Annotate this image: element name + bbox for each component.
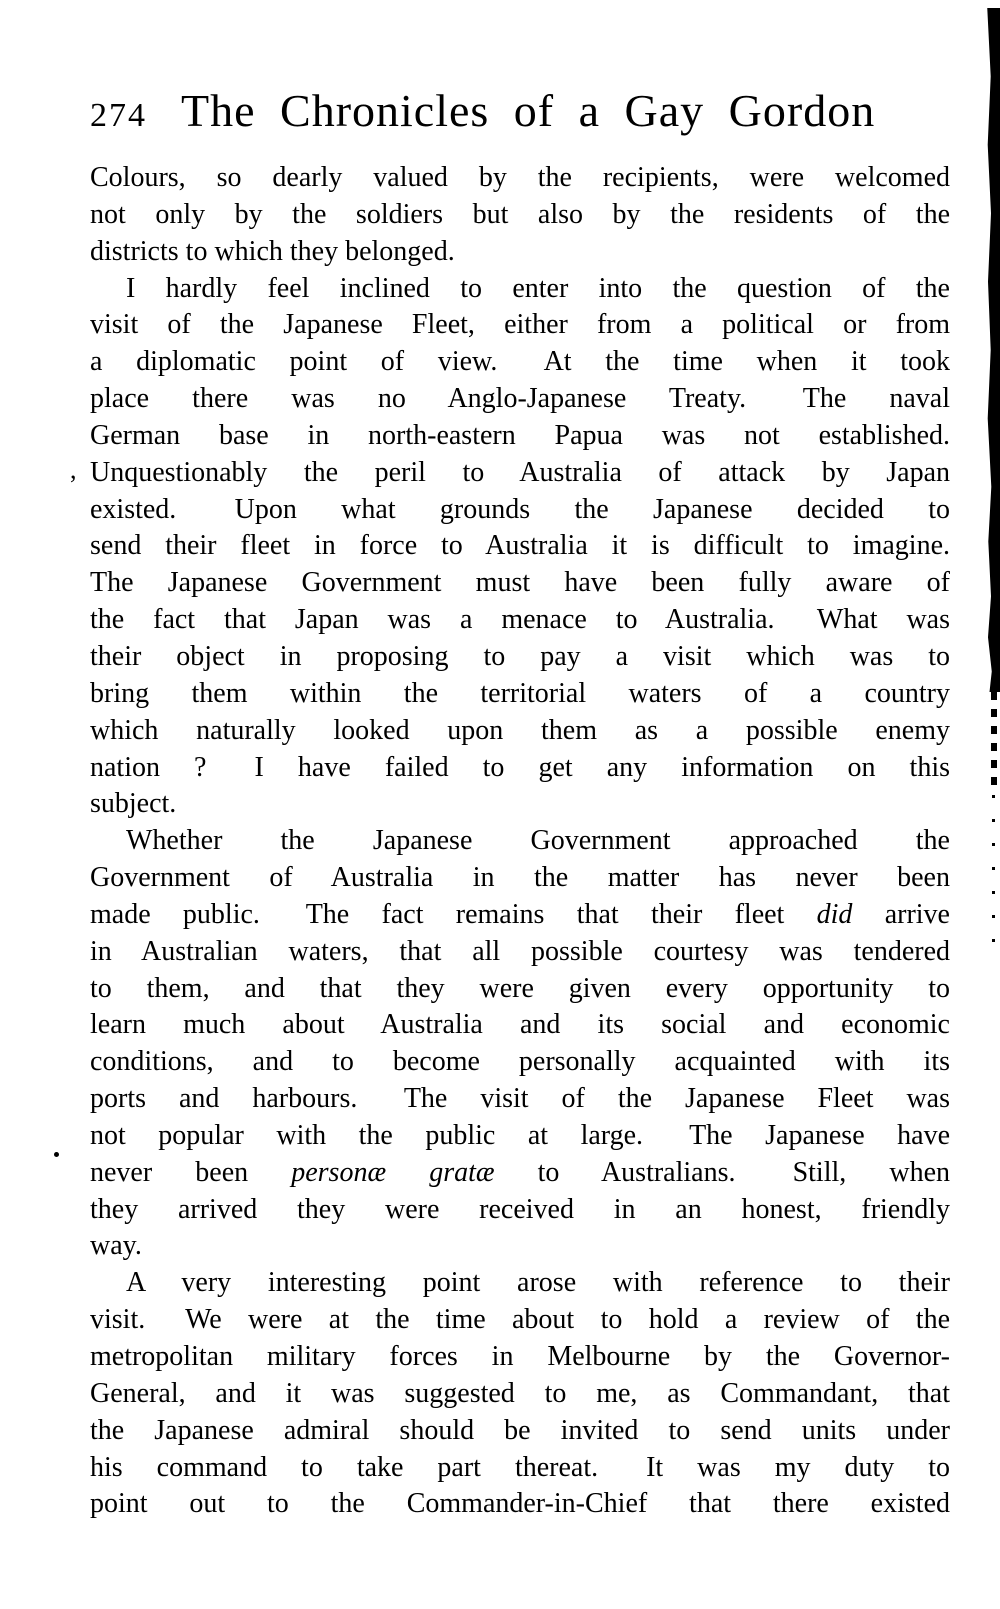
text-line (90, 234, 950, 271)
text-line (90, 492, 950, 529)
text-line (90, 160, 950, 197)
text-segment: not only by the soldiers but also by the residents of the (90, 198, 950, 230)
paragraph (90, 823, 950, 1265)
text-segment: The Japanese Government must have been fully aware of (90, 567, 950, 599)
text-segment: their object in proposing to pay a visit which was to (90, 640, 950, 672)
text-line (90, 1081, 950, 1118)
text-line (90, 418, 950, 455)
text-segment: send their fleet in force to Australia it is difficult to imagine. (90, 530, 950, 562)
text-segment: visit. We were at the time about to hold a review of the (90, 1304, 950, 1336)
italic-text: personæ gratæ (291, 1156, 495, 1188)
text-segment: a diplomatic point of view. At the time when it took (90, 346, 950, 378)
text-line (90, 786, 950, 823)
text-line (90, 1302, 950, 1339)
text-line (90, 1486, 950, 1523)
text-segment: existed. Upon what grounds the Japanese decided to (90, 493, 950, 525)
text-line (90, 565, 950, 602)
scan-gutter-bar (985, 8, 1000, 692)
text-line (90, 1376, 950, 1413)
text-segment: place there was no Anglo-Japanese Treaty. The naval (90, 383, 950, 415)
page-header (90, 84, 950, 137)
text-line (90, 823, 950, 860)
text-segment: Whether the Japanese Government approached the (126, 825, 950, 857)
paragraph (90, 271, 950, 824)
text-segment: General, and it was suggested to me, as Commandant, that (90, 1377, 950, 1409)
text-line (90, 1155, 950, 1192)
scan-speck (54, 1152, 59, 1157)
text-block (90, 160, 950, 1523)
text-segment: never been (90, 1156, 292, 1188)
text-line (90, 860, 950, 897)
text-line (90, 1118, 950, 1155)
running-title: The Chronicles of a Gay Gordon (181, 85, 876, 136)
text-segment: to Australians. Still, when (494, 1156, 950, 1188)
text-line (90, 1413, 950, 1450)
text-segment: which naturally looked upon them as a possible enemy (90, 714, 950, 746)
text-segment: conditions, and to become personally acquainted with its (90, 1046, 950, 1078)
text-line (90, 750, 950, 787)
text-segment: not popular with the public at large. The Japanese have (90, 1119, 950, 1151)
text-segment: districts to which they belonged. (90, 235, 455, 267)
text-segment: Government of Australia in the matter has never been (90, 862, 950, 894)
paragraph (90, 160, 950, 271)
text-line (90, 1228, 950, 1265)
text-line (90, 1339, 950, 1376)
text-line (90, 307, 950, 344)
paragraph (90, 1265, 950, 1523)
italic-text: did (816, 898, 853, 930)
scan-gutter-dots (992, 795, 995, 955)
text-segment: the Japanese admiral should be invited to send units under (90, 1414, 950, 1446)
text-segment: German base in north-eastern Papua was not established. (90, 419, 950, 451)
text-segment: subject. (90, 788, 177, 820)
text-segment: they arrived they were received in an honest, friendly (90, 1193, 950, 1225)
text-line (90, 1007, 950, 1044)
text-segment: I hardly feel inclined to enter into the question of the (126, 272, 950, 304)
text-segment: arrive (852, 898, 950, 930)
text-segment: A very interesting point arose with reference to their (126, 1267, 950, 1299)
text-line (90, 455, 950, 492)
text-line (90, 639, 950, 676)
text-segment: bring them within the territorial waters of a country (90, 677, 950, 709)
text-line (90, 197, 950, 234)
text-segment: to them, and that they were given every opportunity to (90, 972, 950, 1004)
text-line (90, 344, 950, 381)
text-segment: ports and harbours. The visit of the Japanese Fleet was (90, 1083, 950, 1115)
text-line (90, 271, 950, 308)
text-line (90, 528, 950, 565)
scan-gutter-dashes (991, 692, 997, 792)
text-line (90, 676, 950, 713)
text-segment: point out to the Commander-in-Chief that there existed (90, 1488, 950, 1520)
text-line (90, 713, 950, 750)
text-segment: nation ? I have failed to get any information on this (90, 751, 950, 783)
text-line (90, 897, 950, 934)
text-line (90, 1265, 950, 1302)
text-line (90, 602, 950, 639)
text-line (90, 381, 950, 418)
text-segment: learn much about Australia and its social and economic (90, 1009, 950, 1041)
text-line (90, 1192, 950, 1229)
text-segment: Colours, so dearly valued by the recipients, were welcomed (90, 162, 950, 193)
text-segment: Unquestionably the peril to Australia of attack by Japan (90, 456, 950, 488)
scan-margin-mark: , (70, 455, 77, 484)
page-number: 274 (90, 97, 147, 134)
text-segment: his command to take part thereat. It was my duty to (90, 1451, 950, 1483)
text-line (90, 934, 950, 971)
text-segment: in Australian waters, that all possible courtesy was tendered (90, 935, 950, 967)
text-segment: the fact that Japan was a menace to Australia. What was (90, 604, 950, 636)
text-segment: metropolitan military forces in Melbourne by the Governor- (90, 1341, 950, 1372)
text-segment: visit of the Japanese Fleet, either from a political or from (90, 309, 950, 341)
text-segment: made public. The fact remains that their fleet (90, 898, 817, 930)
text-line (90, 1044, 950, 1081)
text-line (90, 971, 950, 1008)
text-line (90, 1450, 950, 1487)
text-segment: way. (90, 1230, 142, 1262)
